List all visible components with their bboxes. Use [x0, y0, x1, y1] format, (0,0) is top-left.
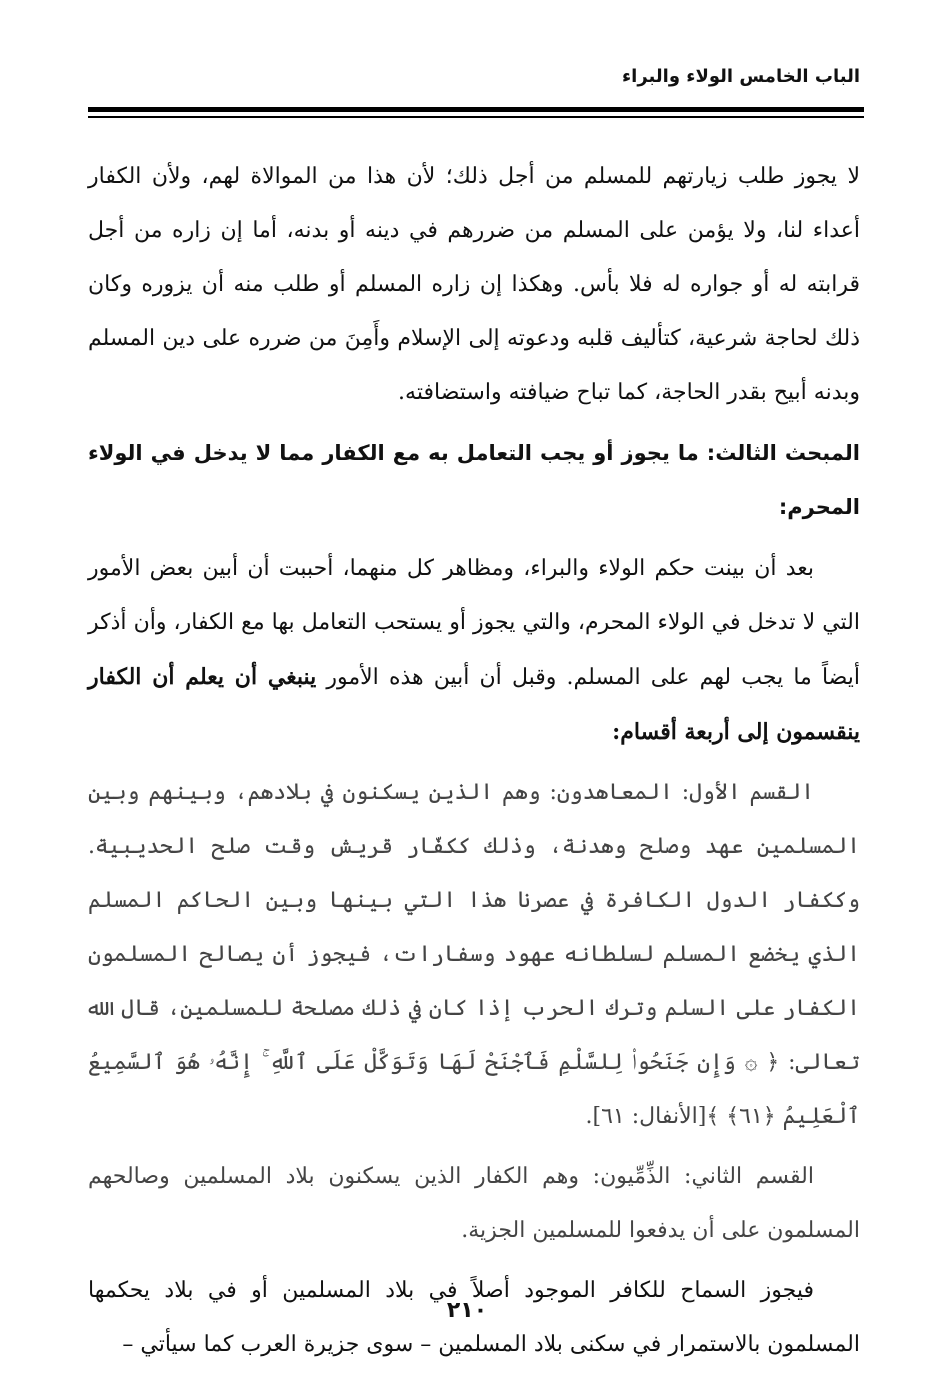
- paragraph-first-category: القسم الأول: المعاهدون: وهم الذين يسكنون في بلادهم، وبينهم وبين المسلمين عهد وصلح وهدنة، وذلك ككفّار قريش وقت صلح الحديبية. وككفار الدول الكافرة في عصرنا هذا التي بينها وبين الحاكم المسلم الذي يخضع المسلم لسلطانه عهود وسفارات، فيجوز أن يصالح المسلمون الكفار على السلم وترك الحرب إذا كان في ذلك مصلحة للمسلمين، قال الله تعالى: ﴿ ۞ وَإِن جَنَحُوا۟ لِلسَّلْمِ فَٱجْنَحْ لَهَا وَتَوَكَّلْ عَلَى ٱللَّهِ ۚ إِنَّهُۥ هُوَ ٱلسَّمِيعُ ٱلْعَلِيمُ ﴿٦١﴾ ﴾[الأنفال: ٦١].: [88, 780, 860, 1129]
- paragraph-intro: [88, 542, 860, 760]
- header-rule-thick: [88, 107, 864, 112]
- running-header: [88, 56, 864, 96]
- page-number: ٢١٠: [446, 1298, 488, 1323]
- paragraph-continuation: لا يجوز طلب زيارتهم للمسلم من أجل ذلك؛ لأن هذا من الموالاة لهم، ولأن الكفار أعداء لنا، ولا يؤمن على المسلم من ضررهم في دينه أو بدنه، أما إن زاره من أجل قرابته له أو جواره له فلا بأس. وهكذا إن زاره المسلم أو طلب منه أن يزوره وكان ذلك لحاجة شرعية، كتأليف قلبه ودعوته إلى الإسلام وأَمِنَ من ضرره على دين المسلم وبدنه أبيح بقدر الحاجة، كما تباح ضيافته واستضافته.: [88, 164, 860, 405]
- section-heading: المبحث الثالث: ما يجوز أو يجب التعامل به مع الكفار مما لا يدخل في الولاء المحرم:: [88, 441, 860, 519]
- chapter-title: الباب الخامس الولاء والبراء: [621, 66, 860, 87]
- header-rule-thin: [88, 116, 864, 118]
- page-body: [88, 150, 860, 1378]
- paragraph-second-category: القسم الثاني: الذِّمِّيون: وهم الكفار الذين يسكنون بلاد المسلمين وصالحهم المسلمون على أن يدفعوا للمسلمين الجزية.: [88, 1164, 860, 1243]
- paragraph-ruling: فيجوز السماح للكافر الموجود أصلاً في بلاد المسلمين أو في بلاد يحكمها المسلمون بالاستمرار في سكنى بلاد المسلمين – سوى جزيرة العرب كما سيأتي –: [88, 1278, 860, 1357]
- paragraph-intro-bold: ينبغي أن يعلم أن الكفار ينقسمون إلى أربعة أقسام:: [88, 664, 860, 745]
- paragraph-intro-text: بعد أن بينت حكم الولاء والبراء، ومظاهر كل منهما، أحببت أن أبين بعض الأمور التي لا تدخل في الولاء المحرم، والتي يجوز أو يستحب التعامل بها مع الكفار، وأن أذكر أيضاً ما يجب لهم على المسلم. وقبل أن أبين هذه الأمور: [88, 556, 860, 690]
